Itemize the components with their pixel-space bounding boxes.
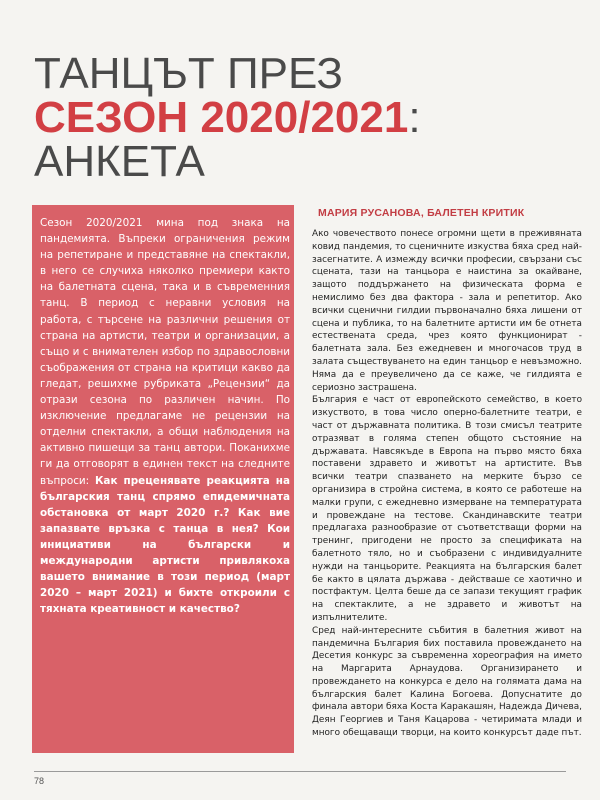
intro-text [40,215,290,617]
title-season: СЕЗОН 2020/2021 [34,93,409,142]
intro-questions: Как преценявате реакцията на българския танц спрямо епидемичната обстановка от март 2020 г.? Как вие запазвате връзка с танца в нея? Кои инициативи на български и международни артисти привлякоха вашето внимание в този период (март 2020 – март 2021) и бихте откроили с тяхната креативност и качество? [40,474,290,616]
footer-divider [34,771,566,772]
body-paragraph-2: България е част от европейското семейство, в което изкуството, в това число оперно-балетните театри, е част от държавната политика. В този смисъл театрите отразяват в голяма степен общото състояние на държавата. Навсякъде в Европа на първо място бяха поставени здравето и животът на артистите. Във всички театри спазването на мерките бързо се организира в стройна система, в която се работеше на малки групи, с ежедневно измерване на температурата и провеждане на тестове. Скандинавските театри предлагаха разнообразие от съответстващи форми на тренинг, пригодени не просто за спецификата на балетното тяло, но и съобразени с индивидуалните нужди на танцьорите. Реакцията на българския балет бе както в цялата държава - действаше се хаотично и постфактум. Целта беше да се запази текущият график на спектаклите, а не здравето и животът на изпълнителите. [312,395,582,623]
page-number: 78 [34,776,45,786]
title-line-2 [34,93,474,142]
body-paragraph-3: Сред най-интересните събития в балетния живот на пандемична България бих поставила провеждането на Десетия конкурс за съвременна хореография на името на Маргарита Арнаудова. Организирането и провеждането на конкурса е дело на голямата дама на българския балет Калина Богоева. Допуснатите до финала автори бяха Коста Каракашян, Надежда Дичева, Деян Георгиев и Таня Кацарова - четиримата млади и много обещаващи творци, на които конкурсът даде път. [312,625,582,739]
title-line-3: АНКЕТА [34,137,205,186]
body-paragraph-1: Ако човечеството понесе огромни щети в преживяната ковид пандемия, то сценичните изкуства бяха сред най-засегнатите. А измежду всички професии, свързани със сцената, тази на танцьора е наистина за окайване, защото поддържането на физическата форма е немислимо без два фактора - зала и репетитор. Ако всички сценични гилдии първоначално бяха лишени от сцена и публика, то на балетните артисти им бе отнета естествената среда, чрез която функционират - балетната зала. Без ежедневен и многочасов труд в залата съществуването на един танцьор е невъзможно. Няма да е преувеличено да се каже, че гилдията е сериозно застрашена. [312,229,582,393]
author-byline: МАРИЯ РУСАНОВА, БАЛЕТЕН КРИТИК [318,207,525,219]
article-body [312,228,582,740]
title-line-1: ТАНЦЪТ ПРЕЗ [34,49,343,98]
intro-paragraph: Сезон 2020/2021 мина под знака на пандемията. Въпреки ограничения режим на репетиране и представяне на спектакли, в него се случиха няколко премиери както на балетната сцена, така и в съвременния танц. В период с неравни условия на работа, с търсене на различни решения от страна на артисти, театри и организации, а също и с внимателен избор по здравословни съображения от страна на критици какво да гледат, решихме рубриката „Рецензии“ да отрази сезона по различен начин. По изключение предлагаме не рецензии на отделни спектакли, а общи наблюдения на активно пишещи за танц автори. Поканихме ги да отговорят в единен текст на следните въпроси: [40,217,290,487]
title-colon: : [408,93,421,142]
article-title [34,49,474,186]
